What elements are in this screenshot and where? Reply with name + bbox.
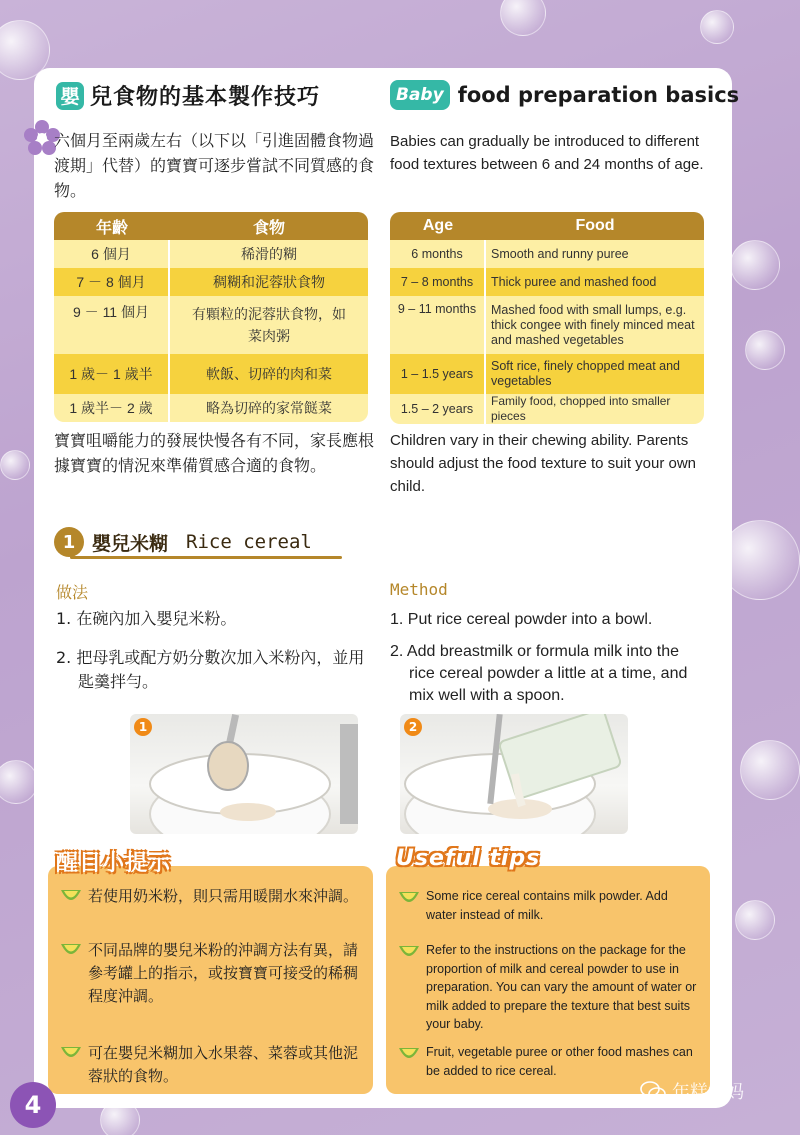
intro-zh: 六個月至兩歲左右（以下以「引進固體食物過渡期」代替）的寶寶可逐步嘗試不同質感的食物。: [54, 131, 375, 200]
table-row: [54, 394, 368, 422]
table-row: [390, 240, 704, 268]
table-row: [390, 268, 704, 296]
intro-en: Babies can gradually be introduced to different food textures between 6 and 24 months of age.: [390, 133, 704, 173]
step-zh-2: 2. 把母乳或配方奶分數次加入米粉內，並用匙羹拌勻。: [56, 648, 365, 691]
bubble-decoration: [0, 450, 30, 480]
melon-bullet-icon: [398, 890, 420, 906]
tip-item-en: [398, 1043, 700, 1080]
heading-zh-badge: 嬰: [56, 82, 84, 110]
table-cell: 6 months: [390, 240, 486, 268]
bubble-decoration: [700, 10, 734, 44]
section-title: [54, 527, 312, 557]
table-header-age-zh: 年齡: [54, 212, 170, 240]
table-row: [390, 394, 704, 424]
bowl-milk-illustration: [400, 714, 628, 834]
section-title-en: Rice cereal: [186, 531, 312, 553]
table-cell: Thick puree and mashed food: [486, 268, 704, 296]
step-zh-1: 1. 在碗內加入嬰兒米粉。: [56, 609, 237, 628]
outro-en: Children vary in their chewing ability. Parents should adjust the food texture to suit your own child.: [390, 432, 697, 495]
table-row: [54, 354, 368, 394]
heading-en-badge: Baby: [390, 80, 450, 110]
tip-text: Fruit, vegetable puree or other food mashes can be added to rice cereal.: [426, 1045, 693, 1078]
melon-bullet-icon: [60, 888, 82, 904]
bubble-decoration: [500, 0, 546, 36]
table-cell: 略為切碎的家常餸菜: [170, 394, 368, 422]
age-food-table-en: [390, 212, 704, 424]
table-cell: Smooth and runny puree: [486, 240, 704, 268]
photo-number: 2: [404, 718, 422, 736]
photo-number: 1: [134, 718, 152, 736]
table-row: [54, 240, 368, 268]
bubble-decoration: [745, 330, 785, 370]
bubble-decoration: [740, 740, 800, 800]
chat-bubble-icon: [640, 1080, 666, 1102]
photo-step-2: [400, 714, 628, 834]
heading-zh: [56, 80, 320, 111]
tip-item-en: [398, 941, 700, 1034]
table-cell: 6 個月: [54, 240, 170, 268]
table-cell: 軟飯、切碎的肉和菜: [170, 354, 368, 394]
table-cell: 1 歲半－ 2 歲: [54, 394, 170, 422]
table-cell: 1 – 1.5 years: [390, 354, 486, 394]
tip-text: 若使用奶米粉，則只需用暖開水來沖調。: [88, 887, 359, 905]
section-number: 1: [54, 527, 84, 557]
bubble-decoration: [735, 900, 775, 940]
heading-en: [390, 80, 739, 110]
method-heading-en: Method: [390, 580, 448, 599]
page-number: 4: [10, 1082, 56, 1128]
table-cell: 稠糊和泥蓉狀食物: [170, 268, 368, 296]
table-cell: 稀滑的糊: [170, 240, 368, 268]
heading-en-title: food preparation basics: [457, 83, 740, 107]
tip-text: Refer to the instructions on the package for the proportion of milk and cereal powder to use in preparation. You can vary the amount of water or milk added to prepare the texture that best suits your baby.: [426, 943, 697, 1031]
table-row: [54, 296, 368, 354]
tip-text: 可在嬰兒米糊加入水果蓉、菜蓉或其他泥蓉狀的食物。: [88, 1044, 359, 1085]
tip-text: 不同品牌的嬰兒米粉的沖調方法有異，請參考罐上的指示，或按寶寶可接受的稀稠程度沖調。: [88, 941, 359, 1005]
melon-bullet-icon: [60, 1045, 82, 1061]
section-underline: [70, 556, 342, 559]
section-title-zh: 嬰兒米糊: [92, 532, 169, 555]
table-row: [54, 268, 368, 296]
table-cell: Family food, chopped into smaller pieces: [486, 394, 704, 424]
table-cell: Mashed food with small lumps, e.g. thick congee with finely minced meat and mashed vegetables: [486, 296, 704, 354]
table-header-age-en: Age: [390, 212, 486, 240]
watermark-text: 年糕妈妈: [672, 1082, 744, 1103]
table-cell: 9 – 11 months: [390, 296, 486, 354]
table-row: [390, 296, 704, 354]
tip-item-en: [398, 887, 700, 924]
watermark: [640, 1078, 744, 1104]
table-cell: 7 － 8 個月: [54, 268, 170, 296]
table-cell: 7 – 8 months: [390, 268, 486, 296]
tip-item-zh: [60, 885, 365, 908]
bubble-decoration: [730, 240, 780, 290]
step-en-2: 2. Add breastmilk or formula milk into the rice cereal powder a little at a time, and mix well with a spoon.: [390, 643, 688, 704]
outro-zh: 寶寶咀嚼能力的發展快慢各有不同，家長應根據寶寶的情況來準備質感合適的食物。: [54, 431, 375, 475]
melon-bullet-icon: [60, 942, 82, 958]
heading-zh-title: 兒食物的基本製作技巧: [90, 85, 321, 110]
photo-step-1: [130, 714, 358, 834]
tip-item-zh: [60, 1042, 365, 1088]
bowl-spoon-illustration: [130, 714, 358, 834]
table-cell: Soft rice, finely chopped meat and vegetables: [486, 354, 704, 394]
bubble-decoration: [720, 520, 800, 600]
table-cell: 9 － 11 個月: [54, 296, 170, 354]
melon-bullet-icon: [398, 1046, 420, 1062]
tips-title-en: Useful tips: [396, 846, 541, 871]
table-header-food-en: Food: [486, 212, 704, 240]
age-food-table-zh: [54, 212, 368, 422]
method-heading-zh: 做法: [56, 583, 89, 602]
melon-bullet-icon: [398, 944, 420, 960]
step-en-1: 1. Put rice cereal powder into a bowl.: [390, 611, 653, 628]
table-cell: 1 歲－ 1 歲半: [54, 354, 170, 394]
tip-text: Some rice cereal contains milk powder. Add water instead of milk.: [426, 889, 668, 922]
table-cell: 1.5 – 2 years: [390, 394, 486, 424]
bubble-decoration: [0, 760, 38, 804]
tips-title-zh: 醒目小提示: [56, 851, 172, 876]
table-row: [390, 354, 704, 394]
table-cell: 有顆粒的泥蓉狀食物，如菜肉粥: [170, 296, 368, 354]
table-header-food-zh: 食物: [170, 212, 368, 240]
tip-item-zh: [60, 939, 365, 1008]
